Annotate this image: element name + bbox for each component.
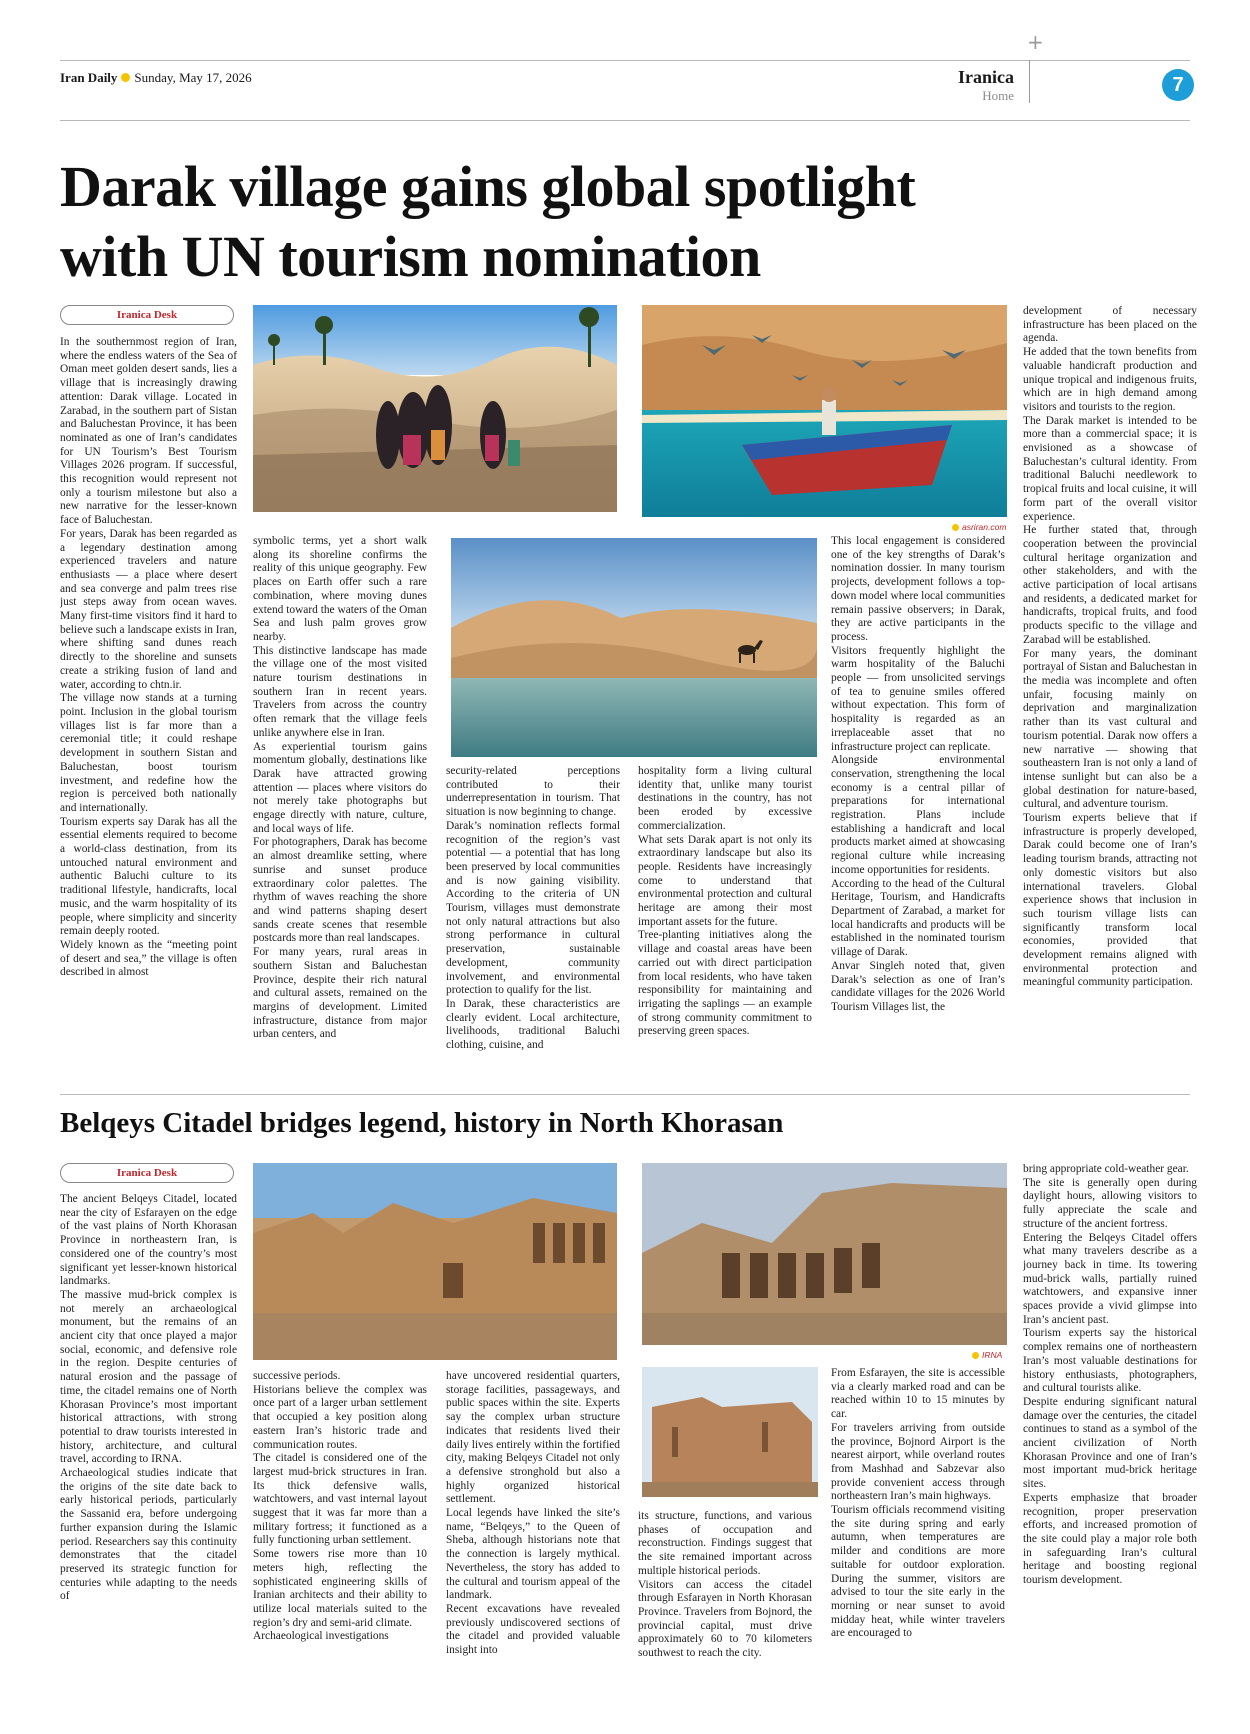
- paragraph: This local engagement is considered one of the key strengths of Darak’s nomination dossier. In many tourism projects, development follows a top-down model where local communities remain passive observers; in Darak, they are active participants in the process.: [831, 535, 1005, 643]
- photo-credit: IRNA: [972, 1350, 1002, 1360]
- paragraph: Archaeological studies indicate that the origins of the site date back to early historical periods, particularly the Sassanid era, before undergoing further expansion during the Islamic period. Researchers say this continuity demonstrates that the citadel preserved its strategic function for centuries while adapting to the needs of: [60, 1467, 237, 1603]
- paragraph: bring appropriate cold-weather gear.: [1023, 1163, 1189, 1175]
- paragraph: Experts emphasize that broader recognition, proper preservation efforts, and increased promotion of the site could play a major role both in safeguarding Iran’s cultural heritage and boosting regional tourism development.: [1023, 1491, 1197, 1587]
- paragraph: He added that the town benefits from valuable handicraft production and unique tropical and indigenous fruits, which are in high demand among visitors and tourists to the region.: [1023, 346, 1197, 413]
- paragraph: Alongside environmental conservation, strengthening the local economy is a central pillar of preparations for international registration. Plans include establishing a handicraft and local products market aimed at showcasing regional culture while increasing income opportunities for residents.: [831, 754, 1005, 876]
- paragraph: The Darak market is intended to be more than a commercial space; it is envisioned as a showcase of Baluchestan’s cultural identity. From traditional Baluchi needlework to tropical fruits and local cuisine, it will form part of the overall visitor experience.: [1023, 414, 1197, 523]
- paragraph: Anvar Singleh noted that, given Darak’s selection as one of Iran’s candidate villages for the 2026 World Tourism Villages list, the: [831, 959, 1005, 1013]
- desk-label: Iranica Desk: [60, 1163, 234, 1183]
- article1-column-1: [60, 336, 237, 1088]
- issue-date: Sunday, May 17, 2026: [134, 70, 252, 85]
- paragraph: its structure, functions, and various phases of occupation and reconstruction. Findings suggest that the site remained important across multiple historical periods.: [638, 1510, 812, 1577]
- dot-icon: [121, 73, 130, 82]
- paragraph: The site is generally open during daylight hours, allowing visitors to fully appreciate the scale and structure of the ancient fortress.: [1023, 1176, 1197, 1230]
- paragraph: Despite enduring significant natural damage over the centuries, the citadel continues to stand as a symbol of the ancient civilization of North Khorasan Province and one of Iran’s most important mud-brick heritage sites.: [1023, 1395, 1197, 1491]
- header-bottom-rule: [60, 120, 1190, 121]
- section-title: Iranica: [958, 67, 1014, 87]
- paragraph: As experiential tourism gains momentum globally, destinations like Darak have attracted growing attention — places where visitors do not merely take photographs but engage directly with nature, culture, and local ways of life.: [253, 740, 427, 835]
- paragraph: This distinctive landscape has made the village one of the most visited nature tourism destinations in southern Iran in recent years. Travelers from across the country often remark that the village feels unlike anywhere else in Iran.: [253, 644, 427, 739]
- paragraph: symbolic terms, yet a short walk along its shoreline confirms the reality of this unique geography. Few places on Earth offer such a rare combination, where moving dunes extend toward the waters of the Oman Sea and lush palm groves grow nearby.: [253, 535, 427, 643]
- paragraph: The ancient Belqeys Citadel, located near the city of Esfarayen on the edge of the vast plains of North Khorasan Province in northeastern Iran, is considered one of the country’s most significant yet lesser-known historical landmarks.: [60, 1193, 237, 1288]
- paragraph: For photographers, Darak has become an almost dreamlike setting, where sunrise and sunset produce extraordinary color palettes. The rhythm of waves reaching the shore and wind patterns shaping desert sands create scenes that resemble postcards more than real landscapes.: [253, 836, 427, 945]
- paragraph: Local legends have linked the site’s name, “Belqeys,” to the Queen of Sheba, although historians note that the connection is largely mythical. Nevertheless, the story has added to the cultural and tourism appeal of the landmark.: [446, 1507, 620, 1602]
- paragraph: Historians believe the complex was once part of a larger urban settlement that occupied a key position along eastern Iran’s historic trade and communication routes.: [253, 1383, 427, 1451]
- photo-women-in-desert: [253, 305, 617, 512]
- article2-column-4: [638, 1510, 812, 1704]
- article2-column-5: [831, 1367, 1005, 1704]
- desert-women-illustration: [253, 305, 617, 512]
- top-rule: [60, 60, 1190, 61]
- headline-line1: Darak village gains global spotlight: [60, 154, 916, 219]
- article1-column-2: [253, 535, 427, 1088]
- article2-column-3: [446, 1370, 620, 1704]
- paragraph: Visitors frequently highlight the warm hospitality of the Baluchi people — from unsolicited servings of tea to genuine smiles offered without expectation. This form of hospitality is regarded as an irreplaceable asset that no infrastructure project can replicate.: [831, 644, 1005, 753]
- article1-column-5: [831, 535, 1005, 1088]
- article2-column-1: [60, 1193, 237, 1704]
- paragraph: Archaeological investigations: [253, 1630, 389, 1643]
- paragraph: The citadel is considered one of the largest mud-brick structures in Iran. Its thick defensive walls, watchtowers, and vast internal layout suggest that it was far more than a military fortress; it functioned as a fully functioning urban settlement.: [253, 1452, 427, 1547]
- desk-label: Iranica Desk: [60, 305, 234, 325]
- paragraph: The massive mud-brick complex is not merely an archaeological monument, but the remains of an ancient city that once played a major social, economic, and defensive role in the region. Despite centuries of natural erosion and the passage of time, the citadel remains one of North Khorasan Province’s most important historical attractions, with strong potential to draw tourists interested in history, architecture, and cultural travel, according to IRNA.: [60, 1288, 237, 1466]
- camel-dunes-illustration: [451, 538, 817, 757]
- paragraph: From Esfarayen, the site is accessible via a clearly marked road and can be reached within 10 to 15 minutes by car.: [831, 1367, 1005, 1421]
- section-divider: [60, 1094, 1190, 1095]
- paragraph: For years, Darak has been regarded as a legendary destination among experienced travelers and nature enthusiasts — a place where desert and sea converge and palm trees rise just steps away from ocean waves. Many first-time visitors find it hard to believe such a landscape exists in Iran, where shifting sand dunes reach directly to the shoreline and sunsets create a striking fusion of land and water, according to chtn.ir.: [60, 527, 237, 691]
- page-number-badge: 7: [1162, 69, 1194, 101]
- section-label: [958, 67, 1014, 105]
- article1-headline: [60, 152, 1060, 292]
- photo-citadel-ruins: [253, 1163, 617, 1360]
- photo-citadel-arches: [642, 1163, 1007, 1345]
- citadel-illustration: [253, 1163, 617, 1360]
- paragraph: Tourism experts say the historical complex remains one of northeastern Iran’s most valuable destinations for history enthusiasts, photographers, and cultural tourists alike.: [1023, 1327, 1197, 1395]
- boat-illustration: [642, 305, 1007, 517]
- paragraph: Widely known as the “meeting point of desert and sea,” the village is often described in almost: [60, 938, 237, 979]
- paragraph: security-related perceptions contributed to their underrepresentation in tourism. That situation is now beginning to change.: [446, 765, 620, 819]
- article1-column-3: [446, 765, 620, 1088]
- article2-headline: Belqeys Citadel bridges legend, history in North Khorasan: [60, 1107, 784, 1139]
- citadel-tower-illustration: [642, 1367, 818, 1497]
- article1-column-4: [638, 765, 812, 1088]
- headline-line2: with UN tourism nomination: [60, 224, 761, 289]
- paragraph: What sets Darak apart is not only its extraordinary landscape but also its people. Residents have increasingly come to understand that environmental protection and cultural heritage are among their most important assets for the future.: [638, 833, 812, 928]
- plus-icon: +: [1027, 30, 1044, 54]
- paragraph: For travelers arriving from outside the province, Bojnord Airport is the nearest airport, while overland routes from Mashhad and Sabzevar also provide convenient access through northeastern Iran’s main highways.: [831, 1421, 1005, 1503]
- paragraph: hospitality form a living cultural identity that, unlike many tourist destinations in the country, has not been eroded by excessive commercialization.: [638, 765, 812, 832]
- photo-camel-on-dunes: [451, 538, 817, 757]
- paragraph: development of necessary infrastructure has been placed on the agenda.: [1023, 305, 1197, 345]
- paragraph: Recent excavations have revealed previously undiscovered sections of the citadel and provided valuable insight into: [446, 1602, 620, 1657]
- photo-credit: asriran.com: [952, 522, 1006, 532]
- paragraph: Some towers rise more than 10 meters high, reflecting the sophisticated engineering skills of Iranian architects and their ability to utilize local materials suited to the region’s dry and semi-arid climate.: [253, 1548, 427, 1629]
- paragraph: In Darak, these characteristics are clearly evident. Local architecture, livelihoods, traditional Baluchi clothing, cuisine, and: [446, 997, 620, 1052]
- article2-column-2: [253, 1370, 427, 1704]
- paragraph: For many years, the dominant portrayal of Sistan and Baluchestan in the media was incomplete and often unfair, focusing mainly on deprivation and marginalization rather than its vast cultural and tourism potential. Darak now offers a new narrative — showing that southeastern Iran is not only a land of intense sunlight but can also be a global destination for nature-based, cultural, and adventure tourism.: [1023, 647, 1197, 811]
- paragraph: According to the head of the Cultural Heritage, Tourism, and Handicrafts Department of Zarabad, a market for local handicrafts and products will be established in the nominated tourism village of Darak.: [831, 877, 1005, 959]
- paragraph: successive periods.: [253, 1370, 341, 1382]
- paragraph: Darak’s nomination reflects formal recognition of the region’s vast potential — a potential that has long been preserved by local communities and is now gaining visibility. According to the criteria of UN Tourism, villages must demonstrate not only natural attractions but also strong performance in cultural preservation, sustainable development, community involvement, and environmental protection to qualify for the list.: [446, 819, 620, 997]
- header-divider: [1029, 60, 1030, 103]
- paragraph: He further stated that, through cooperation between the provincial cultural heritage organization and other stakeholders, and with the active participation of local artisans and residents, a dedicated market for handicrafts, tropical fruits, and food products specific to the village and Zarabad will be established.: [1023, 524, 1197, 646]
- article1-column-6: [1023, 305, 1197, 1088]
- article2-column-6: [1023, 1163, 1197, 1704]
- photo-boat-with-gulls: [642, 305, 1007, 517]
- subsection-title: Home: [982, 88, 1014, 103]
- paragraph: For many years, rural areas in southern Sistan and Baluchestan Province, despite their rich natural and cultural assets, remained on the margins of development. Limited infrastructure, distance from major urban centers, and: [253, 946, 427, 1041]
- paragraph: Tourism officials recommend visiting the site during spring and early autumn, when temperatures are milder and conditions are more suitable for outdoor exploration. During the summer, visitors are advised to tour the site early in the morning or near sunset to avoid midday heat, while winter travelers are encouraged to: [831, 1504, 1005, 1640]
- paper-name: Iran Daily: [60, 70, 118, 85]
- paragraph: Visitors can access the citadel through Esfarayen in North Khorasan Province. Travelers from Bojnord, the provincial capital, must drive approximately 60 to 70 kilometers southwest to reach the city.: [638, 1578, 812, 1660]
- paragraph: In the southernmost region of Iran, where the endless waters of the Sea of Oman meet golden desert sands, lies a village that is increasingly drawing attention: Darak village. Located in Zarabad, in the southern part of Sistan and Baluchestan Province, it has been nominated as one of Iran’s candidates for UN Tourism’s Best Tourism Villages 2026 program. If successful, this recognition would represent not only a tourism milestone but also a new narrative for the lesser-known face of Baluchestan.: [60, 336, 237, 527]
- paragraph: Tourism experts say Darak has all the essential elements required to become a world-class destination, from its untouched natural environment and authentic Baluchi culture to its traditional lifestyle, handicrafts, local music, and the warm hospitality of its people, where simplicity and sincerity remain deeply rooted.: [60, 815, 237, 938]
- paragraph: The village now stands at a turning point. Inclusion in the global tourism villages list is far more than a ceremonial title; it could reshape development in southern Sistan and Baluchestan, boost tourism investment, and redefine how the region is perceived both nationally and internationally.: [60, 692, 237, 814]
- paragraph: Tree-planting initiatives along the village and coastal areas have been carried out with direct participation from local residents, who have taken responsibility for maintaining and irrigating the saplings — an example of strong community commitment to preserving green spaces.: [638, 929, 812, 1038]
- citadel-arches-illustration: [642, 1163, 1007, 1345]
- masthead: [60, 70, 252, 86]
- photo-citadel-tower: [642, 1367, 818, 1497]
- paragraph: Entering the Belqeys Citadel offers what many travelers describe as a journey back in time. Its towering mud-brick walls, partially ruined watchtowers, and expansive inner spaces provide a vivid glimpse into Iran’s ancient past.: [1023, 1231, 1197, 1326]
- paragraph: Tourism experts believe that if infrastructure is properly developed, Darak could become one of Iran’s leading tourism brands, attracting not only domestic visitors but also international travelers. Global experience shows that inclusion in such tourism village lists can significantly transform local economies, provided that development remains aligned with environmental protection and meaningful community participation.: [1023, 812, 1197, 989]
- paragraph: have uncovered residential quarters, storage facilities, passageways, and public spaces within the site. Experts say the complex urban structure indicates that residents lived their daily lives entirely within the fortified city, making Belqeys Citadel not only a defensive stronghold but also a highly organized historical settlement.: [446, 1370, 620, 1506]
